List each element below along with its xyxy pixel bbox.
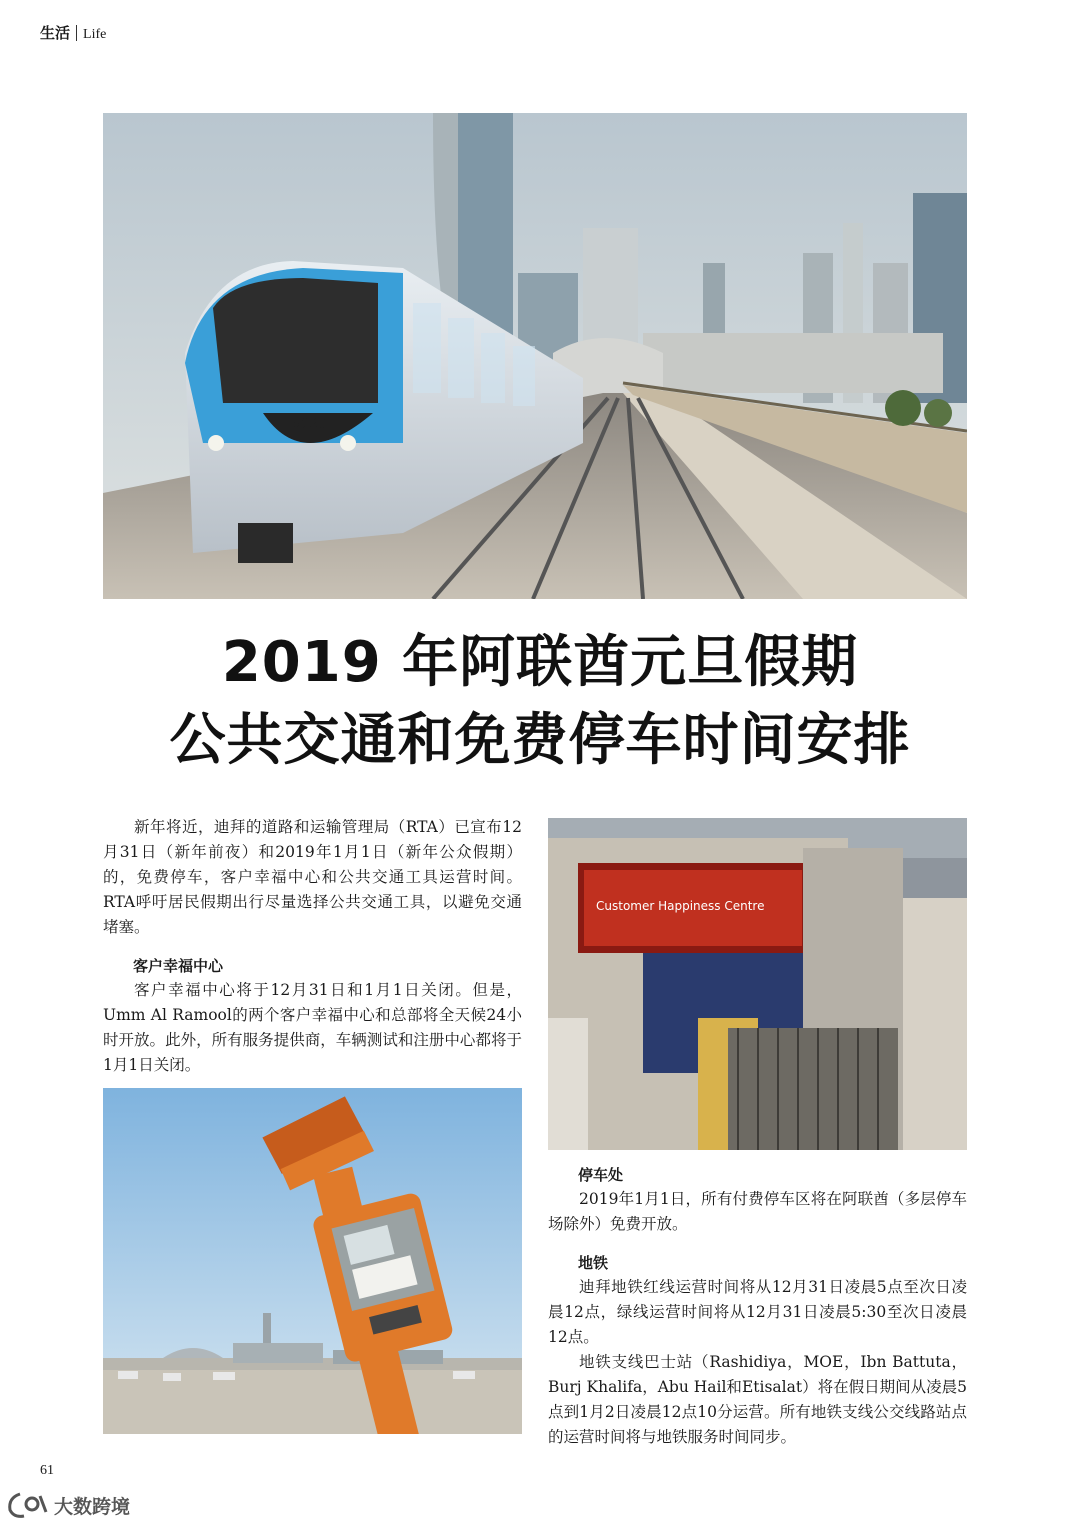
happiness-paragraph: 客户幸福中心将于12月31日和1月1日关闭。但是，Umm Al Ramool的两个客户幸福中心和总部将全天候24小时开放。此外，所有服务提供商，车辆测试和注册中心都将于1月1日关闭。 [103, 981, 522, 1074]
section-heading-metro: 地铁 [578, 1254, 609, 1272]
article-title-line-1: 2019 年阿联酋元旦假期 [221, 630, 859, 695]
section-label-en: Life [83, 27, 107, 42]
parking-paragraph: 2019年1月1日，所有付费停车区将在阿联酋（多层停车场除外）免费开放。 [548, 1190, 967, 1233]
section-heading-happiness: 客户幸福中心 [133, 957, 224, 975]
watermark-text: 大数跨境 [54, 1495, 131, 1518]
watermark-logo-icon [6, 1490, 50, 1520]
right-column [548, 1163, 967, 1450]
header-divider [76, 25, 77, 41]
running-header [40, 22, 106, 46]
article-title-line-2: 公共交通和免费停车时间安排 [169, 708, 911, 773]
watermark [6, 1490, 130, 1520]
page-number: 61 [40, 1463, 54, 1478]
building-sign-text: Customer Happiness Centre [596, 899, 765, 913]
intro-paragraph: 新年将近，迪拜的道路和运输管理局（RTA）已宣布12月31日（新年前夜）和2019年1月1日（新年公众假期）的，免费停车，客户幸福中心和公共交通工具运营时间。RTA呼吁居民假期出行尽量选择公共交通工具，以避免交通堵塞。 [103, 818, 522, 936]
section-label: 生活 [40, 24, 71, 42]
left-column [103, 815, 522, 1078]
parking-meter-photo [103, 1088, 522, 1434]
customer-happiness-centre-photo [548, 818, 967, 1150]
metro-paragraph-2: 地铁支线巴士站（Rashidiya，MOE，Ibn Battuta，Burj Khalifa，Abu Hail和Etisalat）将在假日期间从凌晨5点到1月2日凌晨12点10分运营。所有地铁支线公交线路站点的运营时间将与地铁服务时间同步。 [548, 1353, 967, 1446]
metro-paragraph-1: 迪拜地铁红线运营时间将从12月31日凌晨5点至次日凌晨12点，绿线运营时间将从12月31日凌晨5:30至次日凌晨12点。 [548, 1278, 967, 1346]
dubai-metro-photo [103, 113, 967, 599]
train-number: 5030 [293, 417, 327, 432]
section-heading-parking: 停车处 [578, 1166, 624, 1184]
